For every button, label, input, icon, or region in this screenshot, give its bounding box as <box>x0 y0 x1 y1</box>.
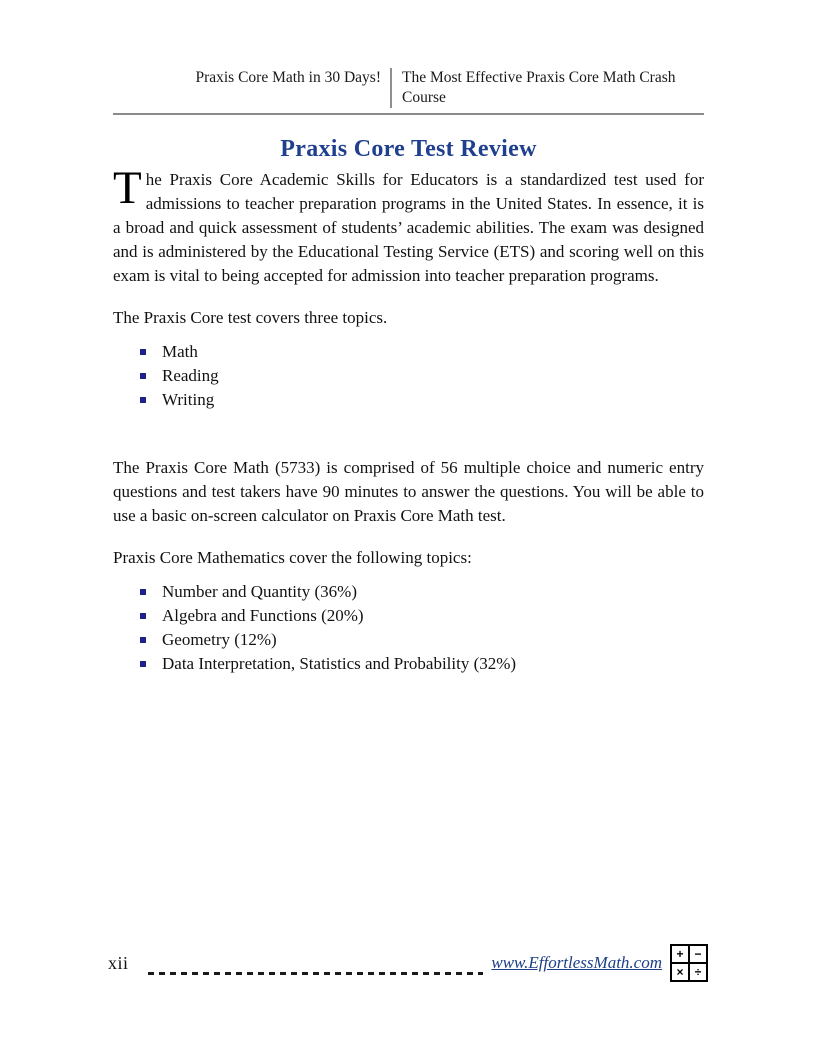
spacer <box>113 570 704 580</box>
page-footer <box>108 940 708 986</box>
square-bullet-icon <box>140 637 146 643</box>
site-url-link[interactable]: www.EffortlessMath.com <box>491 953 662 972</box>
list-item-label: Geometry (12%) <box>162 630 277 649</box>
page-number: xii <box>108 952 129 973</box>
list-item <box>113 652 704 676</box>
square-bullet-icon <box>140 661 146 667</box>
drop-cap: T <box>113 162 142 214</box>
main-content <box>113 162 704 676</box>
logo-cell-plus: + <box>672 946 688 962</box>
list-item <box>113 364 704 388</box>
running-head-right: The Most Effective Praxis Core Math Crash Course <box>402 69 676 106</box>
page-title: Praxis Core Test Review <box>280 136 537 162</box>
square-bullet-icon <box>140 613 146 619</box>
spacer <box>113 330 704 340</box>
math-topics-list <box>113 580 704 676</box>
spacer <box>113 288 704 306</box>
list-item <box>113 628 704 652</box>
list-item-label: Writing <box>162 390 215 409</box>
square-bullet-icon <box>140 397 146 403</box>
list-item-label: Algebra and Functions (20%) <box>162 606 364 625</box>
list-item-label: Data Interpretation, Statistics and Probability (32%) <box>162 654 517 673</box>
list-item <box>113 604 704 628</box>
math-paragraph: The Praxis Core Math (5733) is comprised of 56 multiple choice and numeric entry questions and test takers have 90 minutes to answer the questions. You will be able to use a basic on-screen calculator on Praxis Core Math test. <box>113 458 704 525</box>
list-item <box>113 388 704 412</box>
list-item <box>113 580 704 604</box>
spacer <box>113 412 704 456</box>
spacer <box>113 528 704 546</box>
topics-lead: The Praxis Core test covers three topics. <box>113 308 388 327</box>
square-bullet-icon <box>140 373 146 379</box>
logo-cell-divide: ÷ <box>690 964 706 980</box>
logo-cell-multiply: × <box>672 964 688 980</box>
topics-list <box>113 340 704 412</box>
list-item-label: Reading <box>162 366 219 385</box>
square-bullet-icon <box>140 589 146 595</box>
logo-cell-minus: − <box>690 946 706 962</box>
intro-paragraph-text: he Praxis Core Academic Skills for Educators is a standardized test used for admissions to teacher preparation programs in the United States. In essence, it is a broad and quick assessment of students’ academic abilities. The exam was designed and is administered by the Educational Testing Service (ETS) and scoring well on this exam is vital to being accepted for admission into teacher preparation programs. <box>113 170 704 285</box>
running-head-left: Praxis Core Math in 30 Days! <box>195 69 381 86</box>
effortless-math-logo-icon <box>670 944 708 982</box>
intro-paragraph <box>113 162 704 288</box>
list-item <box>113 340 704 364</box>
footer-dashed-rule <box>148 964 483 978</box>
list-item-label: Number and Quantity (36%) <box>162 582 357 601</box>
math-topics-lead: Praxis Core Mathematics cover the following topics: <box>113 548 472 567</box>
list-item-label: Math <box>162 342 198 361</box>
running-head <box>113 68 704 115</box>
square-bullet-icon <box>140 349 146 355</box>
